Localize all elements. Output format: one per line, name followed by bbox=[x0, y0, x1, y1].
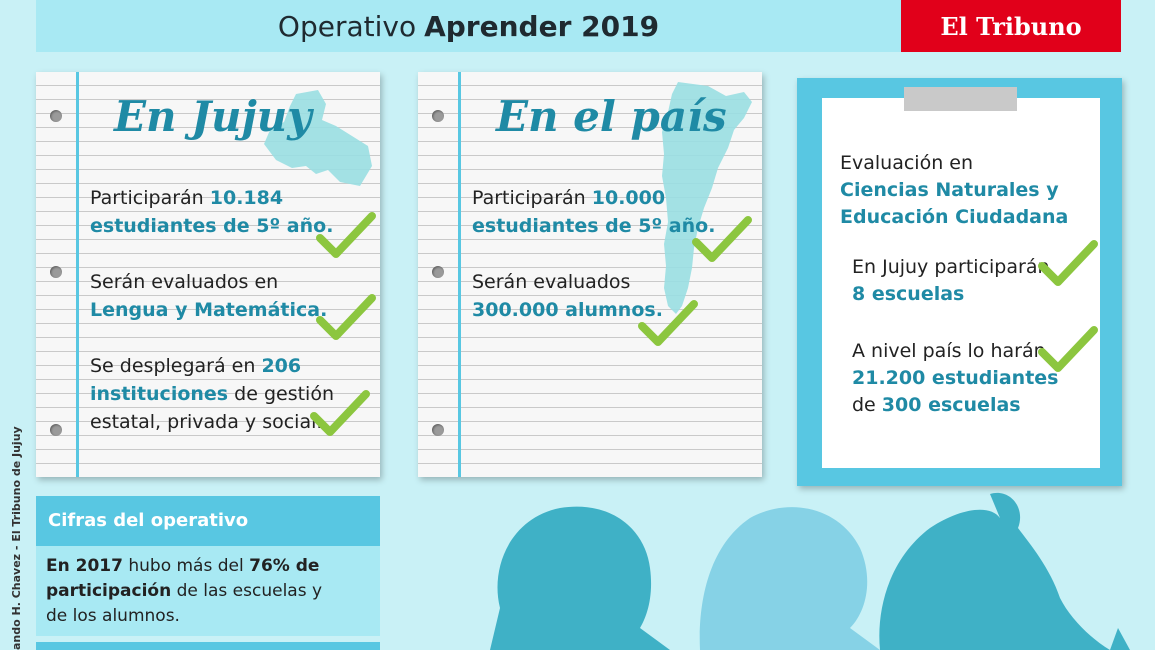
evaluation-pais-text-2: de bbox=[852, 394, 882, 416]
notebook-hole bbox=[432, 110, 444, 122]
evaluation-pais-text: A nivel país lo harán bbox=[852, 340, 1046, 362]
pais-item1-number: 10.000 bbox=[591, 187, 666, 209]
cifras-body bbox=[36, 546, 380, 637]
jujuy-item1-text: Participarán bbox=[90, 187, 210, 209]
cifras-year: En 2017 bbox=[46, 556, 123, 576]
evaluation-line2: Ciencias Naturales y bbox=[840, 179, 1059, 201]
notebook-hole bbox=[50, 110, 62, 122]
evaluation-line1: Evaluación en bbox=[840, 152, 974, 174]
notebook-jujuy bbox=[36, 72, 380, 477]
pais-item1-text: Participarán bbox=[472, 187, 592, 209]
check-icon bbox=[638, 298, 698, 348]
cifras-text-3: de los alumnos. bbox=[46, 606, 180, 626]
evaluation-line3: Educación Ciudadana bbox=[840, 206, 1069, 228]
jujuy-item2-text: Serán evaluados en bbox=[90, 271, 279, 293]
cifras-percent: 76% de bbox=[249, 556, 320, 576]
jujuy-title: En Jujuy bbox=[114, 92, 312, 141]
pais-item2-highlight: 300.000 alumnos. bbox=[472, 299, 663, 321]
evaluation-jujuy-highlight: 8 escuelas bbox=[852, 283, 965, 305]
pais-item-1 bbox=[472, 184, 715, 240]
cifras-participation: participación bbox=[46, 581, 172, 601]
check-icon bbox=[316, 292, 376, 342]
pais-item1-highlight: estudiantes de 5º año. bbox=[472, 215, 716, 237]
jujuy-item2-highlight: Lengua y Matemática. bbox=[90, 299, 328, 321]
jujuy-item1-number: 10.184 bbox=[209, 187, 284, 209]
tape-strip bbox=[904, 87, 1017, 111]
brand-logo: El Tribuno bbox=[901, 0, 1121, 52]
evaluation-jujuy bbox=[852, 254, 1050, 308]
evaluation-card bbox=[797, 78, 1122, 486]
notebook-margin-line bbox=[458, 72, 461, 477]
notebook-hole bbox=[50, 424, 62, 436]
evaluation-note bbox=[822, 98, 1100, 468]
jujuy-item1-highlight: estudiantes de 5º año. bbox=[90, 215, 334, 237]
evaluation-pais bbox=[852, 338, 1058, 419]
jujuy-item3-number: 206 bbox=[261, 355, 302, 377]
jujuy-item3-text-2: de gestión bbox=[228, 383, 334, 405]
pais-title: En el país bbox=[496, 92, 727, 141]
notebook-hole bbox=[50, 266, 62, 278]
jujuy-item3-text: Se desplegará en bbox=[90, 355, 262, 377]
pais-item-2 bbox=[472, 268, 663, 324]
cifras-text-1: hubo más del bbox=[122, 556, 250, 576]
cifras-panel-2 bbox=[36, 642, 380, 650]
page-header bbox=[36, 0, 901, 52]
notebook-margin-line bbox=[76, 72, 79, 477]
pais-item2-text: Serán evaluados bbox=[472, 271, 631, 293]
notebook-hole bbox=[432, 266, 444, 278]
check-icon bbox=[310, 388, 370, 438]
jujuy-item-1 bbox=[90, 184, 333, 240]
evaluation-jujuy-text: En Jujuy participarán bbox=[852, 256, 1050, 278]
cifras-text-2: de las escuelas y bbox=[171, 581, 323, 601]
students-silhouette-illustration bbox=[470, 488, 1155, 650]
evaluation-pais-highlight: 21.200 estudiantes bbox=[852, 367, 1059, 389]
check-icon bbox=[316, 210, 376, 260]
check-icon bbox=[692, 214, 752, 264]
header-title-prefix: Operativo bbox=[277, 9, 417, 43]
notebook-pais bbox=[418, 72, 762, 477]
jujuy-item3-text-3: estatal, privada y social. bbox=[90, 411, 323, 433]
jujuy-item3-highlight: instituciones bbox=[90, 383, 229, 405]
check-icon bbox=[1038, 238, 1098, 288]
jujuy-item-3 bbox=[90, 352, 334, 436]
cifras-panel bbox=[36, 496, 380, 636]
cifras-title: Cifras del operativo bbox=[36, 496, 380, 546]
evaluation-pais-highlight-2: 300 escuelas bbox=[881, 394, 1021, 416]
notebook-hole bbox=[432, 424, 444, 436]
photo-credit: ando H. Chavez - El Tribuno de Jujuy bbox=[10, 426, 23, 650]
check-icon bbox=[1038, 324, 1098, 374]
jujuy-item-2 bbox=[90, 268, 327, 324]
evaluation-heading bbox=[840, 150, 1068, 231]
header-title-bold: Aprender 2019 bbox=[424, 9, 660, 43]
